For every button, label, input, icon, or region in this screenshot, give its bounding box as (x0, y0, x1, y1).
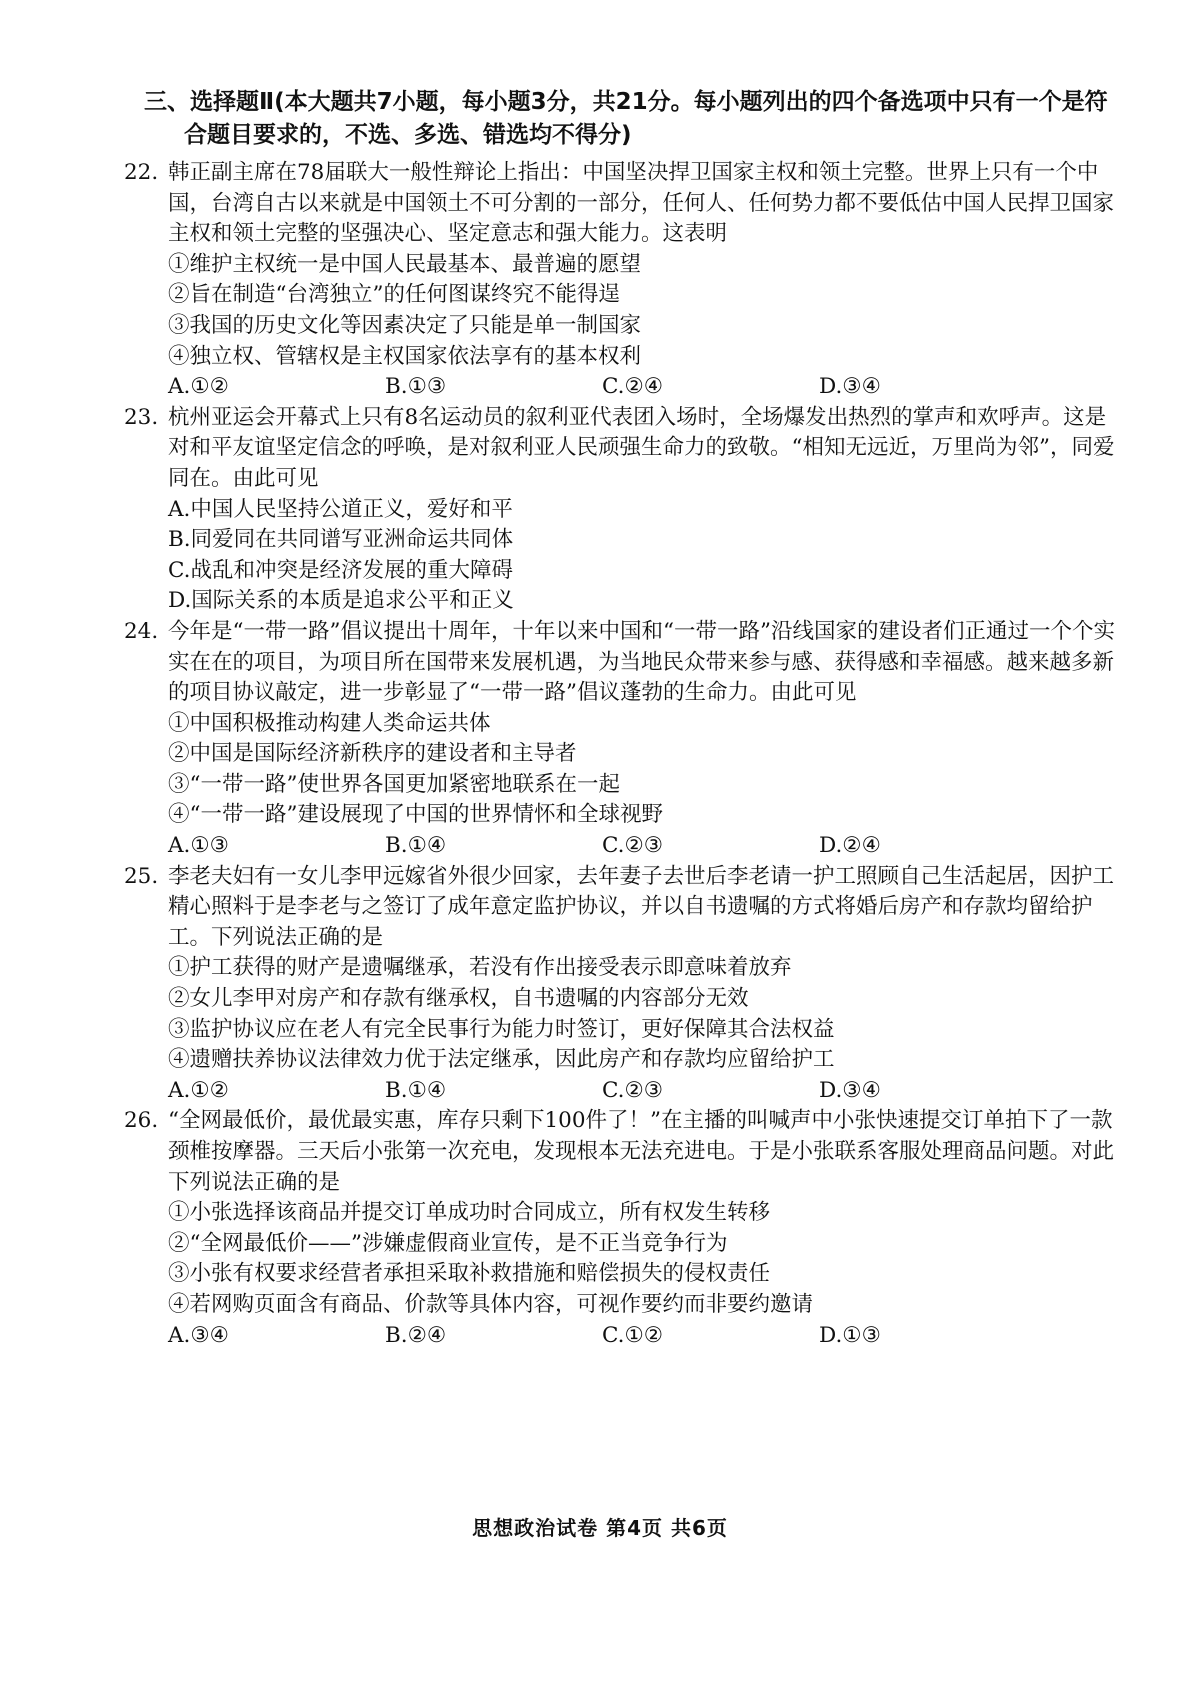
option-c: C.②③ (602, 1077, 664, 1103)
answer-options (168, 372, 1118, 403)
question-text: 韩正副主席在78届联大一般性辩论上指出：中国坚决捍卫国家主权和领土完整。世界上只有一个中国，台湾自古以来就是中国领土不可分割的一部分，任何人、任何势力都不要低估中国人民捍卫国家主权和领土完整的坚强决心、坚定意志和强大能力。这表明 (168, 160, 1115, 247)
question-text: 今年是“一带一路”倡议提出十周年，十年以来中国和“一带一路”沿线国家的建设者们正通过一个个实实在在的项目，为项目所在国带来发展机遇，为当地民众带来参与感、获得感和幸福感。越来越多新的项目协议敲定，进一步彰显了“一带一路”倡议蓬勃的生命力。由此可见 (168, 618, 1115, 706)
question-number: 25. (124, 863, 159, 889)
statement: ④独立权、管辖权是主权国家依法享有的基本权利 (168, 343, 642, 369)
question-stem (124, 862, 1118, 954)
question-number: 24. (124, 618, 159, 644)
exam-page (124, 86, 1118, 1351)
question-stem (124, 1106, 1118, 1198)
option-c: C.战乱和冲突是经济发展的重大障碍 (168, 557, 514, 583)
answer-options (168, 1076, 1118, 1107)
question-26 (124, 1106, 1118, 1351)
option-b: B.①④ (385, 1077, 447, 1103)
question-stem (124, 158, 1118, 250)
statement: ③小张有权要求经营者承担采取补救措施和赔偿损失的侵权责任 (168, 1261, 771, 1287)
question-number: 26. (124, 1108, 159, 1134)
option-b: B.②④ (385, 1322, 447, 1348)
option-a: A.①② (168, 374, 229, 400)
question-23 (124, 403, 1118, 617)
option-b: B.①④ (385, 833, 447, 859)
question-number: 23. (124, 404, 159, 430)
option-c: C.②③ (602, 833, 664, 859)
option-d: D.①③ (819, 1322, 881, 1348)
statement: ③“一带一路”使世界各国更加紧密地联系在一起 (168, 771, 620, 797)
statement: ③监护协议应在老人有完全民事行为能力时签订，更好保障其合法权益 (168, 1016, 835, 1042)
statement: ①中国积极推动构建人类命运共体 (168, 710, 491, 736)
statement: ①维护主权统一是中国人民最基本、最普遍的愿望 (168, 251, 642, 277)
statement: ①小张选择该商品并提交订单成功时合同成立，所有权发生转移 (168, 1200, 771, 1226)
statement: ②“全网最低价——”涉嫌虚假商业宣传，是不正当竞争行为 (168, 1230, 728, 1256)
statement: ④“一带一路”建设展现了中国的世界情怀和全球视野 (168, 802, 663, 828)
answer-options (168, 831, 1118, 862)
statement: ④若网购页面含有商品、价款等具体内容，可视作要约而非要约邀请 (168, 1291, 814, 1317)
option-a: A.①③ (168, 833, 229, 859)
statement: ②女儿李甲对房产和存款有继承权，自书遗嘱的内容部分无效 (168, 986, 749, 1012)
question-text: 李老夫妇有一女儿李甲远嫁省外很少回家，去年妻子去世后李老请一护工照顾自己生活起居，因护工精心照料于是李老与之签订了成年意定监护协议，并以自书遗嘱的方式将婚后房产和存款均留给护工。下列说法正确的是 (168, 863, 1115, 950)
section-heading: 三、选择题Ⅱ(本大题共7小题，每小题3分，共21分。每小题列出的四个备选项中只有一个是符合题目要求的，不选、多选、错选均不得分) (144, 89, 1108, 148)
statement: ①护工获得的财产是遗嘱继承，若没有作出接受表示即意味着放弃 (168, 955, 792, 981)
option-d: D.③④ (819, 374, 881, 400)
option-a: A.③④ (168, 1322, 229, 1348)
option-b: B.同爱同在共同谱写亚洲命运共同体 (168, 527, 514, 553)
page-footer: 思想政治试卷 第4页 共6页 (472, 1516, 728, 1540)
statement: ②中国是国际经济新秩序的建设者和主导者 (168, 741, 577, 767)
question-stem (124, 403, 1118, 495)
option-a: A.①② (168, 1077, 229, 1103)
question-22 (124, 158, 1118, 403)
option-a: A.中国人民坚持公道正义，爱好和平 (168, 496, 513, 522)
question-number: 22. (124, 160, 159, 185)
option-c: C.①② (602, 1322, 664, 1348)
answer-options (168, 1321, 1118, 1352)
statement: ②旨在制造“台湾独立”的任何图谋终究不能得逞 (168, 282, 620, 308)
question-text: 杭州亚运会开幕式上只有8名运动员的叙利亚代表团入场时，全场爆发出热烈的掌声和欢呼声。这是对和平友谊坚定信念的呼唤，是对叙利亚人民顽强生命力的致敬。“相知无远近，万里尚为邻”，同爱同在。由此可见 (168, 404, 1115, 491)
option-d: D.③④ (819, 1077, 881, 1103)
statement: ③我国的历史文化等因素决定了只能是单一制国家 (168, 312, 642, 338)
option-c: C.②④ (602, 374, 664, 400)
statement: ④遗赠扶养协议法律效力优于法定继承，因此房产和存款均应留给护工 (168, 1047, 835, 1073)
question-text: “全网最低价，最优最实惠，库存只剩下100件了！”在主播的叫喊声中小张快速提交订单拍下了一款颈椎按摩器。三天后小张第一次充电，发现根本无法充进电。于是小张联系客服处理商品问题。对此下列说法正确的是 (168, 1108, 1115, 1195)
question-25 (124, 862, 1118, 1107)
option-b: B.①③ (385, 374, 447, 400)
question-stem (124, 617, 1118, 709)
option-d: D.②④ (819, 833, 881, 859)
question-24 (124, 617, 1118, 862)
option-d: D.国际关系的本质是追求公平和正义 (168, 588, 514, 614)
